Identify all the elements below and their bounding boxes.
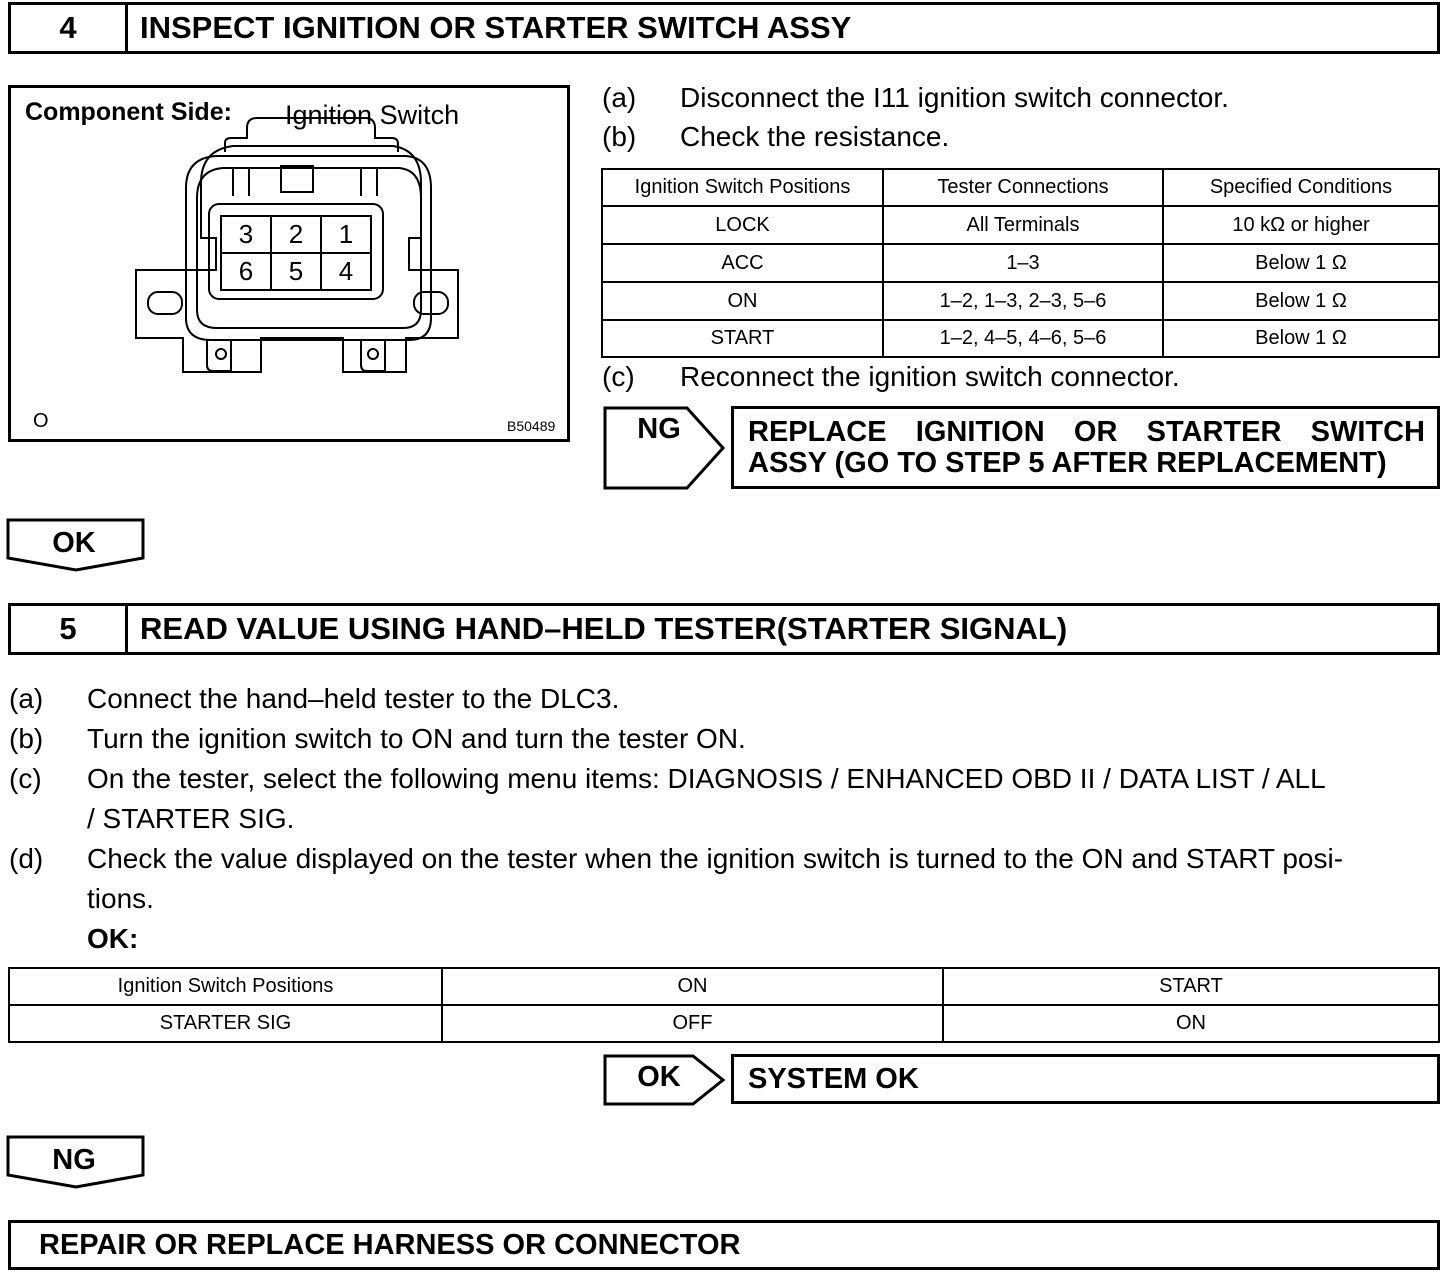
starter-signal-table — [8, 967, 1440, 1043]
pin-3: 3 — [238, 219, 254, 249]
table-row — [602, 244, 1439, 282]
ng-action-line-1: REPLACE IGNITION OR STARTER SWITCH — [748, 416, 1425, 448]
instruction-b — [602, 121, 949, 153]
instruction-d — [9, 843, 1343, 875]
pin-2: 2 — [288, 219, 304, 249]
table-cell: 1–2, 1–3, 2–3, 5–6 — [883, 282, 1163, 320]
instruction-a — [602, 82, 1229, 114]
pin-6: 6 — [238, 256, 254, 286]
table-cell: Below 1 Ω — [1163, 320, 1439, 357]
instruction-label: (b) — [9, 723, 44, 754]
step-number: 4 — [11, 5, 128, 51]
connector-diagram — [8, 85, 570, 442]
corner-mark: O — [33, 410, 49, 432]
resistance-table — [601, 168, 1440, 358]
instruction-text: Check the resistance. — [680, 121, 950, 152]
table-cell: 1–2, 4–5, 4–6, 5–6 — [883, 320, 1163, 357]
table-cell: OFF — [442, 1005, 943, 1042]
instruction-text: Disconnect the I11 ignition switch connector. — [680, 82, 1229, 113]
table-cell: All Terminals — [883, 206, 1163, 244]
ng-action-box — [731, 406, 1440, 489]
system-ok-box: SYSTEM OK — [731, 1054, 1440, 1104]
table-cell: 1–3 — [883, 244, 1163, 282]
column-header: ON — [442, 968, 943, 1005]
table-header-row — [9, 968, 1439, 1005]
ignition-switch-label: Ignition Switch — [285, 100, 460, 130]
column-header: Specified Conditions — [1163, 169, 1439, 206]
pin-1: 1 — [338, 219, 354, 249]
instruction-a — [9, 683, 619, 715]
instruction-label: (c) — [602, 361, 635, 392]
instruction-text: Turn the ignition switch to ON and turn the tester ON. — [87, 723, 746, 754]
instruction-text: On the tester, select the following menu items: DIAGNOSIS / ENHANCED OBD II / DATA LIST / ALL — [87, 763, 1326, 794]
table-row — [602, 282, 1439, 320]
column-header: Ignition Switch Positions — [9, 968, 442, 1005]
column-header: START — [943, 968, 1439, 1005]
step-5-header — [8, 603, 1440, 655]
table-row — [9, 1005, 1439, 1042]
pin-grid — [221, 216, 371, 290]
table-cell: LOCK — [602, 206, 883, 244]
instruction-label: (a) — [602, 82, 637, 113]
component-side-label: Component Side: — [25, 98, 232, 126]
table-cell: 10 kΩ or higher — [1163, 206, 1439, 244]
table-cell: Below 1 Ω — [1163, 282, 1439, 320]
final-action-box: REPAIR OR REPLACE HARNESS OR CONNECTOR — [8, 1220, 1440, 1270]
ng-action-line-2: ASSY (GO TO STEP 5 AFTER REPLACEMENT) — [748, 447, 1387, 479]
column-header: Tester Connections — [883, 169, 1163, 206]
table-cell: Below 1 Ω — [1163, 244, 1439, 282]
step-number: 5 — [11, 606, 128, 652]
instruction-label: (c) — [9, 763, 42, 794]
instruction-text: Check the value displayed on the tester when the ignition switch is turned to the ON and START posi- — [87, 843, 1344, 874]
instruction-d-continuation: tions. — [87, 883, 154, 914]
ok-criteria-label: OK: — [87, 923, 139, 954]
step-title: INSPECT IGNITION OR STARTER SWITCH ASSY — [140, 10, 852, 45]
ok-tag-label: OK — [637, 1061, 681, 1093]
step-4-header — [8, 2, 1440, 54]
table-cell: START — [602, 320, 883, 357]
pin-4: 4 — [338, 256, 354, 286]
figure-code: B50489 — [507, 418, 556, 434]
instruction-text: Connect the hand–held tester to the DLC3. — [87, 683, 620, 714]
ng-tag-label: NG — [52, 1144, 96, 1176]
pin-5: 5 — [288, 256, 304, 286]
step-title: READ VALUE USING HAND–HELD TESTER(STARTER SIGNAL) — [140, 611, 1068, 646]
instruction-b — [9, 723, 746, 755]
table-cell: ON — [943, 1005, 1439, 1042]
ok-tag-label: OK — [52, 527, 96, 559]
instruction-c — [9, 763, 1326, 795]
table-row — [602, 320, 1439, 357]
table-header-row — [602, 169, 1439, 206]
table-row — [602, 206, 1439, 244]
ng-tag-label: NG — [637, 413, 681, 445]
instruction-label: (d) — [9, 843, 44, 874]
table-cell: ACC — [602, 244, 883, 282]
table-cell: STARTER SIG — [9, 1005, 442, 1042]
instruction-c-continuation: / STARTER SIG. — [87, 803, 295, 834]
instruction-label: (a) — [9, 683, 44, 714]
column-header: Ignition Switch Positions — [602, 169, 883, 206]
instruction-c — [602, 361, 1180, 393]
table-cell: ON — [602, 282, 883, 320]
instruction-text: Reconnect the ignition switch connector. — [680, 361, 1180, 392]
instruction-label: (b) — [602, 121, 637, 152]
